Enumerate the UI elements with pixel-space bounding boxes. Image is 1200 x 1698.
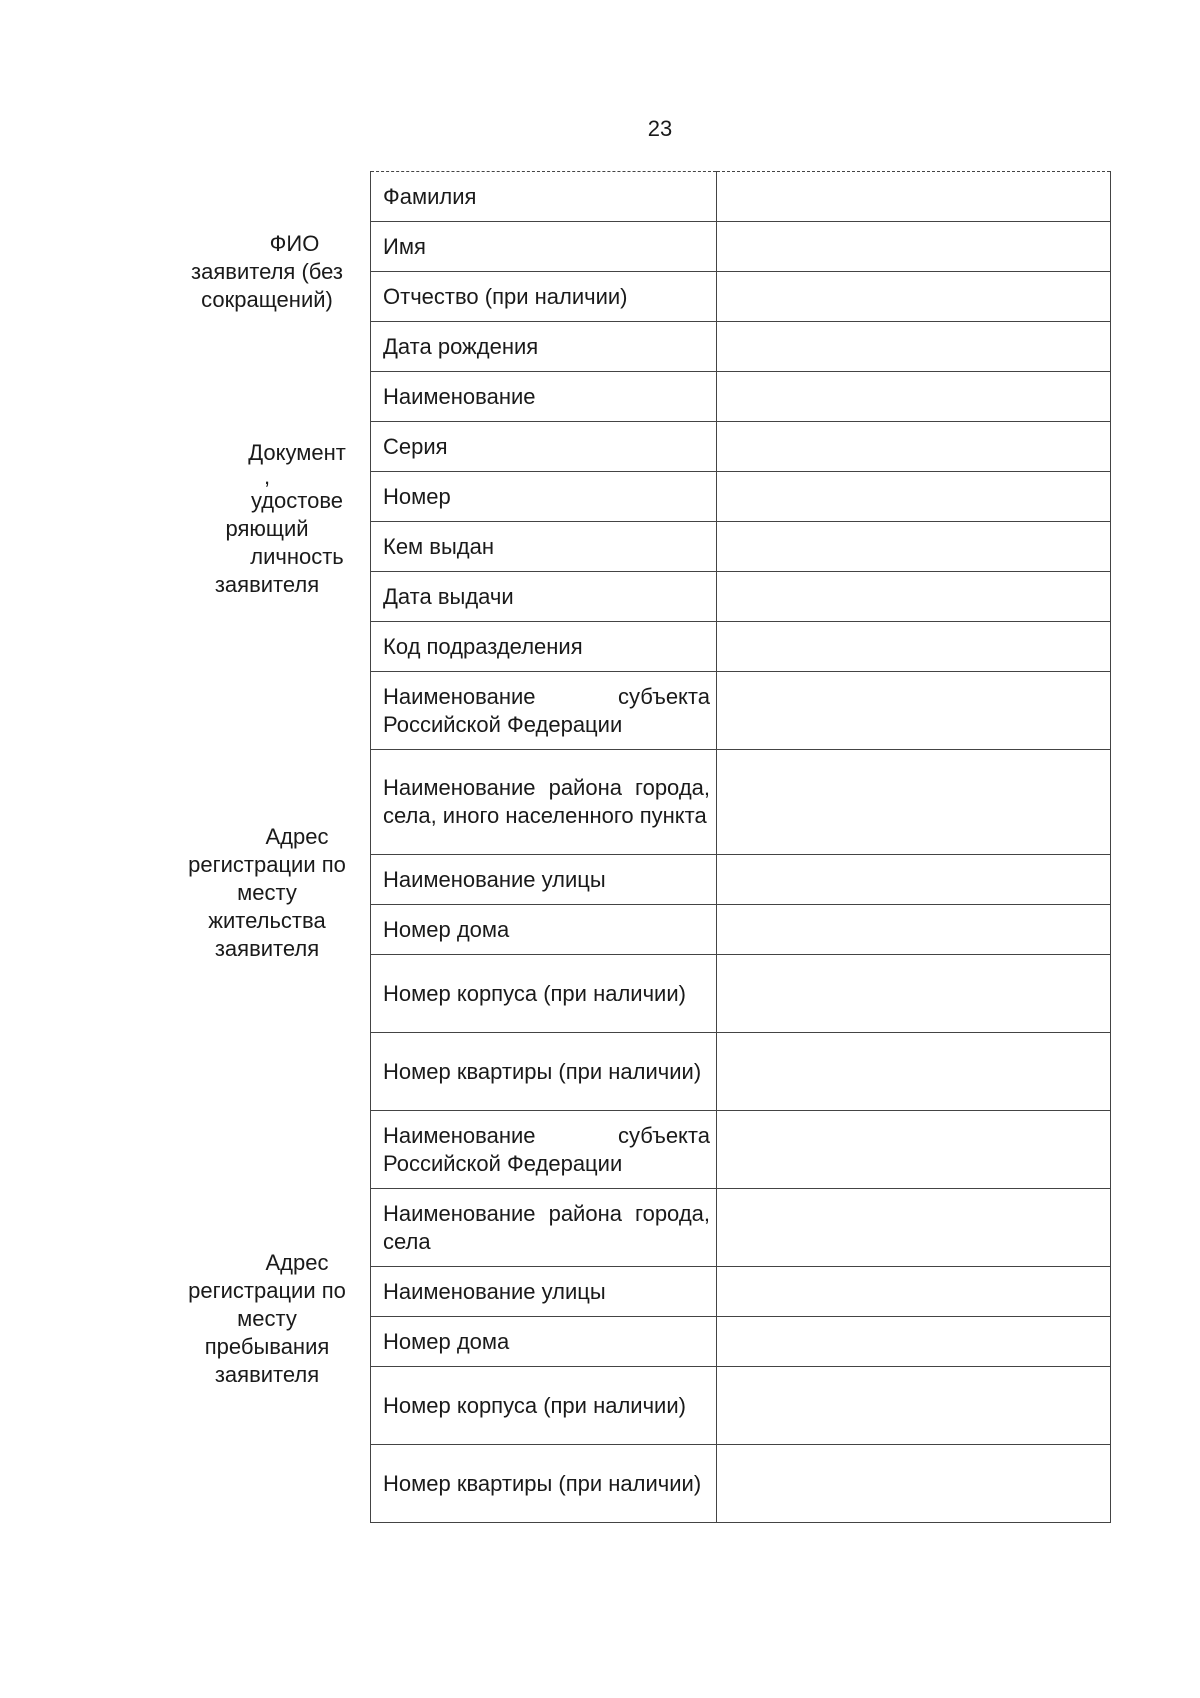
field-value-residence-region[interactable] bbox=[717, 672, 1111, 750]
group-label-line: жительства bbox=[208, 908, 326, 933]
group-label-line: заявителя bbox=[214, 936, 320, 961]
field-label-stay-district: Наименование района города, села bbox=[371, 1189, 717, 1267]
page-number: 23 bbox=[647, 116, 673, 141]
table-row bbox=[371, 372, 1111, 422]
table-row bbox=[371, 272, 1111, 322]
field-label-patronymic: Отчество (при наличии) bbox=[371, 272, 717, 322]
field-label-surname: Фамилия bbox=[371, 172, 717, 222]
group-label-line: Документ bbox=[248, 440, 346, 465]
group-label-address-stay bbox=[178, 1249, 356, 1389]
group-label-line: личность bbox=[250, 544, 344, 569]
group-label-line: регистрации по bbox=[188, 852, 346, 877]
group-label-line: регистрации по bbox=[188, 1278, 346, 1303]
table-row bbox=[371, 855, 1111, 905]
group-label-line: заявителя bbox=[214, 1362, 320, 1387]
table-row bbox=[371, 1267, 1111, 1317]
table-row bbox=[371, 905, 1111, 955]
field-label-doc-series: Серия bbox=[371, 422, 717, 472]
field-label-residence-building: Номер корпуса (при наличии) bbox=[371, 955, 717, 1033]
group-label-line: заявителя (без bbox=[191, 259, 343, 284]
field-value-residence-district[interactable] bbox=[717, 750, 1111, 855]
field-value-stay-building[interactable] bbox=[717, 1367, 1111, 1445]
group-label-document bbox=[178, 439, 356, 599]
field-value-stay-street[interactable] bbox=[717, 1267, 1111, 1317]
field-label-residence-apartment: Номер квартиры (при наличии) bbox=[371, 1033, 717, 1111]
field-value-residence-street[interactable] bbox=[717, 855, 1111, 905]
field-label-stay-region: Наименование субъекта Российской Федерации bbox=[371, 1111, 717, 1189]
group-label-line: пребывания bbox=[204, 1334, 330, 1359]
table-row bbox=[371, 1445, 1111, 1523]
field-label-stay-apartment: Номер квартиры (при наличии) bbox=[371, 1445, 717, 1523]
field-value-doc-issue-date[interactable] bbox=[717, 572, 1111, 622]
field-value-birth-date[interactable] bbox=[717, 322, 1111, 372]
group-label-fio bbox=[178, 230, 356, 314]
table-row bbox=[371, 1033, 1111, 1111]
field-value-name[interactable] bbox=[717, 222, 1111, 272]
field-value-patronymic[interactable] bbox=[717, 272, 1111, 322]
group-label-line: удостове bbox=[250, 488, 344, 513]
field-value-residence-apartment[interactable] bbox=[717, 1033, 1111, 1111]
table-row bbox=[371, 622, 1111, 672]
table-row bbox=[371, 472, 1111, 522]
table-row bbox=[371, 222, 1111, 272]
field-label-residence-street: Наименование улицы bbox=[371, 855, 717, 905]
field-label-residence-region: Наименование субъекта Российской Федерации bbox=[371, 672, 717, 750]
group-label-line: Адрес bbox=[265, 824, 329, 849]
field-label-birth-date: Дата рождения bbox=[371, 322, 717, 372]
field-value-stay-region[interactable] bbox=[717, 1111, 1111, 1189]
field-value-surname[interactable] bbox=[717, 172, 1111, 222]
field-label-residence-house: Номер дома bbox=[371, 905, 717, 955]
field-label-name: Имя bbox=[371, 222, 717, 272]
field-label-division-code: Код подразделения bbox=[371, 622, 717, 672]
field-label-doc-name: Наименование bbox=[371, 372, 717, 422]
table-row bbox=[371, 422, 1111, 472]
field-label-stay-street: Наименование улицы bbox=[371, 1267, 717, 1317]
table-row bbox=[371, 1317, 1111, 1367]
table-row bbox=[371, 750, 1111, 855]
field-value-division-code[interactable] bbox=[717, 622, 1111, 672]
table-row bbox=[371, 672, 1111, 750]
applicant-form-table bbox=[370, 171, 1111, 1523]
field-value-doc-issuer[interactable] bbox=[717, 522, 1111, 572]
table-row bbox=[371, 322, 1111, 372]
group-label-line: месту bbox=[237, 1306, 297, 1331]
field-value-doc-number[interactable] bbox=[717, 472, 1111, 522]
field-value-residence-building[interactable] bbox=[717, 955, 1111, 1033]
field-label-doc-number: Номер bbox=[371, 472, 717, 522]
group-label-line: заявителя bbox=[214, 572, 320, 597]
field-value-stay-house[interactable] bbox=[717, 1317, 1111, 1367]
table-row bbox=[371, 572, 1111, 622]
field-value-stay-apartment[interactable] bbox=[717, 1445, 1111, 1523]
group-label-line: сокращений) bbox=[201, 287, 333, 312]
field-label-stay-house: Номер дома bbox=[371, 1317, 717, 1367]
group-label-line: ФИО bbox=[269, 231, 320, 256]
field-label-residence-district: Наименование района города, села, иного населенного пункта bbox=[371, 750, 717, 855]
group-label-line: ряющий bbox=[225, 516, 309, 541]
table-row bbox=[371, 1367, 1111, 1445]
table-row bbox=[371, 172, 1111, 222]
field-value-stay-district[interactable] bbox=[717, 1189, 1111, 1267]
field-value-doc-name[interactable] bbox=[717, 372, 1111, 422]
group-label-line: Адрес bbox=[265, 1250, 329, 1275]
group-label-line: месту bbox=[237, 880, 297, 905]
field-value-doc-series[interactable] bbox=[717, 422, 1111, 472]
field-label-stay-building: Номер корпуса (при наличии) bbox=[371, 1367, 717, 1445]
table-row bbox=[371, 1189, 1111, 1267]
field-value-residence-house[interactable] bbox=[717, 905, 1111, 955]
table-row bbox=[371, 1111, 1111, 1189]
group-label-line: , bbox=[263, 464, 271, 489]
table-row bbox=[371, 955, 1111, 1033]
field-label-doc-issuer: Кем выдан bbox=[371, 522, 717, 572]
table-row bbox=[371, 522, 1111, 572]
group-label-address-residence bbox=[178, 823, 356, 963]
field-label-doc-issue-date: Дата выдачи bbox=[371, 572, 717, 622]
